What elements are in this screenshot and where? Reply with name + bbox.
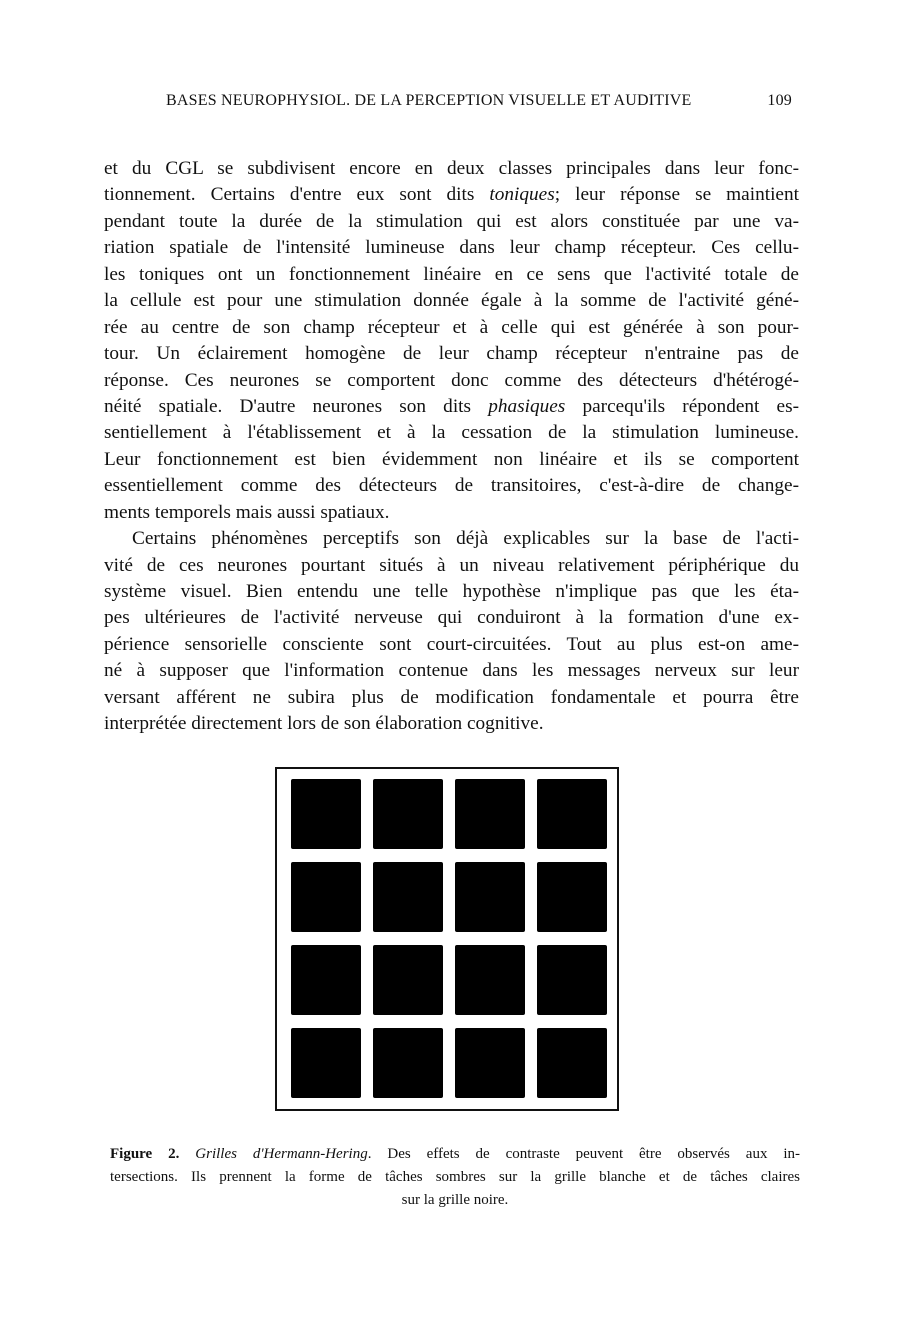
text-line: né à supposer que l'information contenue dans les messages nerveux sur leur [104,660,799,682]
text-line: réponse. Ces neurones se comportent donc comme des détecteurs d'hétérogé- [104,369,799,391]
caption-text-3: sur la grille noire. [401,1192,509,1208]
grid-square [373,945,443,1015]
grid-square [455,945,525,1015]
text-line: pes ultérieures de l'activité nerveuse qui conduiront à la formation d'une ex- [104,607,799,629]
text-line: essentiellement comme des détecteurs de transitoires, c'est-à-dire de change- [104,475,799,497]
text-line: rée au centre de son champ récepteur et à celle qui est générée à son pour- [104,316,799,338]
grid-square [537,1028,607,1098]
text-line: tionnement. Certains d'entre eux sont dits toniques; leur réponse se maintient [104,184,799,206]
caption-text-1: . Des effets de contraste peuvent être observés aux in- [367,1146,801,1162]
grid-square [373,862,443,932]
text-line: périence sensorielle consciente sont court-circuitées. Tout au plus est-on ame- [104,633,799,655]
grid-square [373,1028,443,1098]
grid-square [291,779,361,849]
text-line: Certains phénomènes perceptifs son déjà explicables sur la base de l'acti- [132,528,799,550]
hermann-grid-figure [275,767,619,1111]
text-line: système visuel. Bien entendu une telle hypothèse n'implique pas que les éta- [104,581,799,602]
page-number: 109 [767,92,792,109]
text-line: néité spatiale. D'autre neurones son dits phasiques parcequ'ils répondent es- [104,395,800,417]
grid-square [291,1028,361,1098]
text-line: versant afférent ne subira plus de modification fondamentale et pourra être [104,686,799,708]
grid-square [291,945,361,1015]
text-line: et du CGL se subdivisent encore en deux classes principales dans leur fonc- [104,158,799,179]
grid-square [537,862,607,932]
grid-square [291,862,361,932]
text-line: riation spatiale de l'intensité lumineuse dans leur champ récepteur. Ces cellu- [104,237,799,259]
caption-text-2: tersections. Ils prennent la forme de tâches sombres sur la grille blanche et de tâches claires [110,1169,800,1185]
grid-square [537,779,607,849]
text-line: les toniques ont un fonctionnement linéaire en ce sens que l'activité totale de [104,263,799,285]
text-line: Leur fonctionnement est bien évidemment non linéaire et ils se comportent [104,448,799,470]
grid-square [455,862,525,932]
text-line: la cellule est pour une stimulation donnée égale à la somme de l'activité géné- [104,290,799,312]
text-line: tour. Un éclairement homogène de leur champ récepteur n'entraine pas de [104,343,799,365]
text-line: pendant toute la durée de la stimulation qui est alors constituée par une va- [104,210,799,232]
figure-caption [110,1143,800,1212]
grid-square [537,945,607,1015]
grid-square [455,1028,525,1098]
text-line: vité de ces neurones pourtant situés à un niveau relativement périphérique du [104,554,799,576]
running-title: BASES NEUROPHYSIOL. DE LA PERCEPTION VISUELLE ET AUDITIVE [166,92,692,109]
caption-title: Grilles d'Hermann-Hering [195,1146,368,1162]
body-text [104,156,799,738]
text-line: sentiellement à l'établissement et à la cessation de la stimulation lumineuse. [104,422,799,444]
caption-label: Figure 2. [110,1146,180,1162]
grid-square [373,779,443,849]
grid-square [455,779,525,849]
text-line: ments temporels mais aussi spatiaux. [104,501,390,523]
text-line: interprétée directement lors de son élaboration cognitive. [104,713,544,735]
